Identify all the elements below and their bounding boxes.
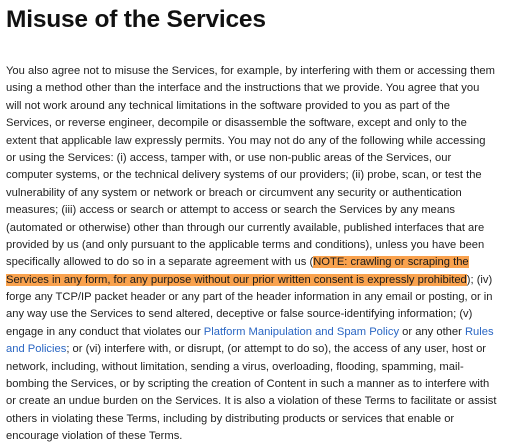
paragraph-line: [6, 220, 506, 237]
policy-link[interactable]: Platform Manipulation and Spam Policy: [203, 325, 400, 338]
text-segment: bombing the Services, or by scripting the creation of Content in such a manner as to interfere with: [6, 378, 490, 391]
text-segment: specifically allowed to do so in a separate agreement with us (: [6, 256, 314, 269]
text-segment: vulnerability of any system or network or breach or circumvent any security or authentication: [6, 186, 462, 199]
paragraph-line: [6, 428, 506, 445]
paragraph-line: [6, 63, 506, 80]
paragraph-line: [6, 306, 506, 323]
text-segment: You also agree not to misuse the Services, for example, by interfering with them or accessing them: [6, 65, 495, 77]
paragraph-line: [6, 359, 506, 376]
paragraph-line: [6, 411, 506, 428]
paragraph-line: [6, 289, 506, 306]
text-segment: encourage violation of these Terms.: [6, 430, 183, 443]
paragraph-line: [6, 202, 506, 219]
highlighted-note: NOTE: crawling or scraping the: [313, 256, 469, 269]
text-segment: (automated or otherwise) other than through our currently available, published interfaces that are: [6, 221, 485, 234]
paragraph-line: [6, 376, 506, 393]
paragraph-line: [6, 185, 506, 202]
section-heading: Misuse of the Services: [6, 6, 266, 33]
paragraph-line: [6, 324, 506, 341]
paragraph-line: [6, 115, 506, 132]
text-segment: ; or (vi) interfere with, or disrupt, (or attempt to do so), the access of any user, host or: [66, 343, 487, 356]
section-body: [6, 63, 506, 446]
paragraph-line: [6, 254, 506, 271]
text-segment: using a method other than the interface and the instructions that we provide. You agree that you: [6, 82, 480, 95]
text-segment: others in violating these Terms, including by distributing products or services that enable or: [6, 412, 455, 425]
text-segment: any way use the Services to send altered, deceptive or false source-identifying information; (v): [6, 308, 473, 321]
text-segment: or using the Services: (i) access, tamper with, or use non-public areas of the Services, our: [6, 151, 452, 164]
paragraph-line: [6, 237, 506, 254]
text-segment: Services, or reverse engineer, decompile or disassemble the software, except and only to the: [6, 117, 467, 130]
highlighted-note: Services in any form, for any purpose without our prior written consent is expressly prohibited: [6, 273, 467, 286]
paragraph-line: [6, 167, 506, 184]
paragraph-line: [6, 393, 506, 410]
text-segment: or any other: [399, 325, 465, 338]
text-segment: engage in any conduct that violates our: [6, 325, 204, 338]
paragraph-line: [6, 133, 506, 150]
text-segment: computer systems, or the technical delivery systems of our providers; (ii) probe, scan, or test the: [6, 169, 482, 182]
text-segment: network, including, without limitation, sending a virus, overloading, flooding, spamming, mail-: [6, 360, 464, 373]
paragraph-line: [6, 80, 506, 97]
text-segment: ); (iv): [466, 273, 493, 286]
text-segment: forge any TCP/IP packet header or any part of the header information in any email or posting, or in: [6, 291, 493, 304]
policy-link[interactable]: Rules: [464, 325, 494, 338]
paragraph-line: [6, 272, 506, 289]
paragraph-line: [6, 150, 506, 167]
text-segment: or create an undue burden on the Services. It is also a violation of these Terms to facilitate or assist: [6, 395, 497, 408]
policy-link[interactable]: and Policies: [6, 343, 67, 356]
text-segment: will not work around any technical limitations in the software provided to you as part of the: [6, 99, 451, 112]
text-segment: extent that applicable law expressly permits. You may not do any of the following while accessing: [6, 134, 486, 147]
paragraph-line: [6, 341, 506, 358]
paragraph-line: [6, 98, 506, 115]
text-segment: measures; (iii) access or search or attempt to access or search the Services by any means: [6, 204, 455, 217]
text-segment: provided by us (and only pursuant to the applicable terms and conditions), unless you have been: [6, 238, 485, 251]
